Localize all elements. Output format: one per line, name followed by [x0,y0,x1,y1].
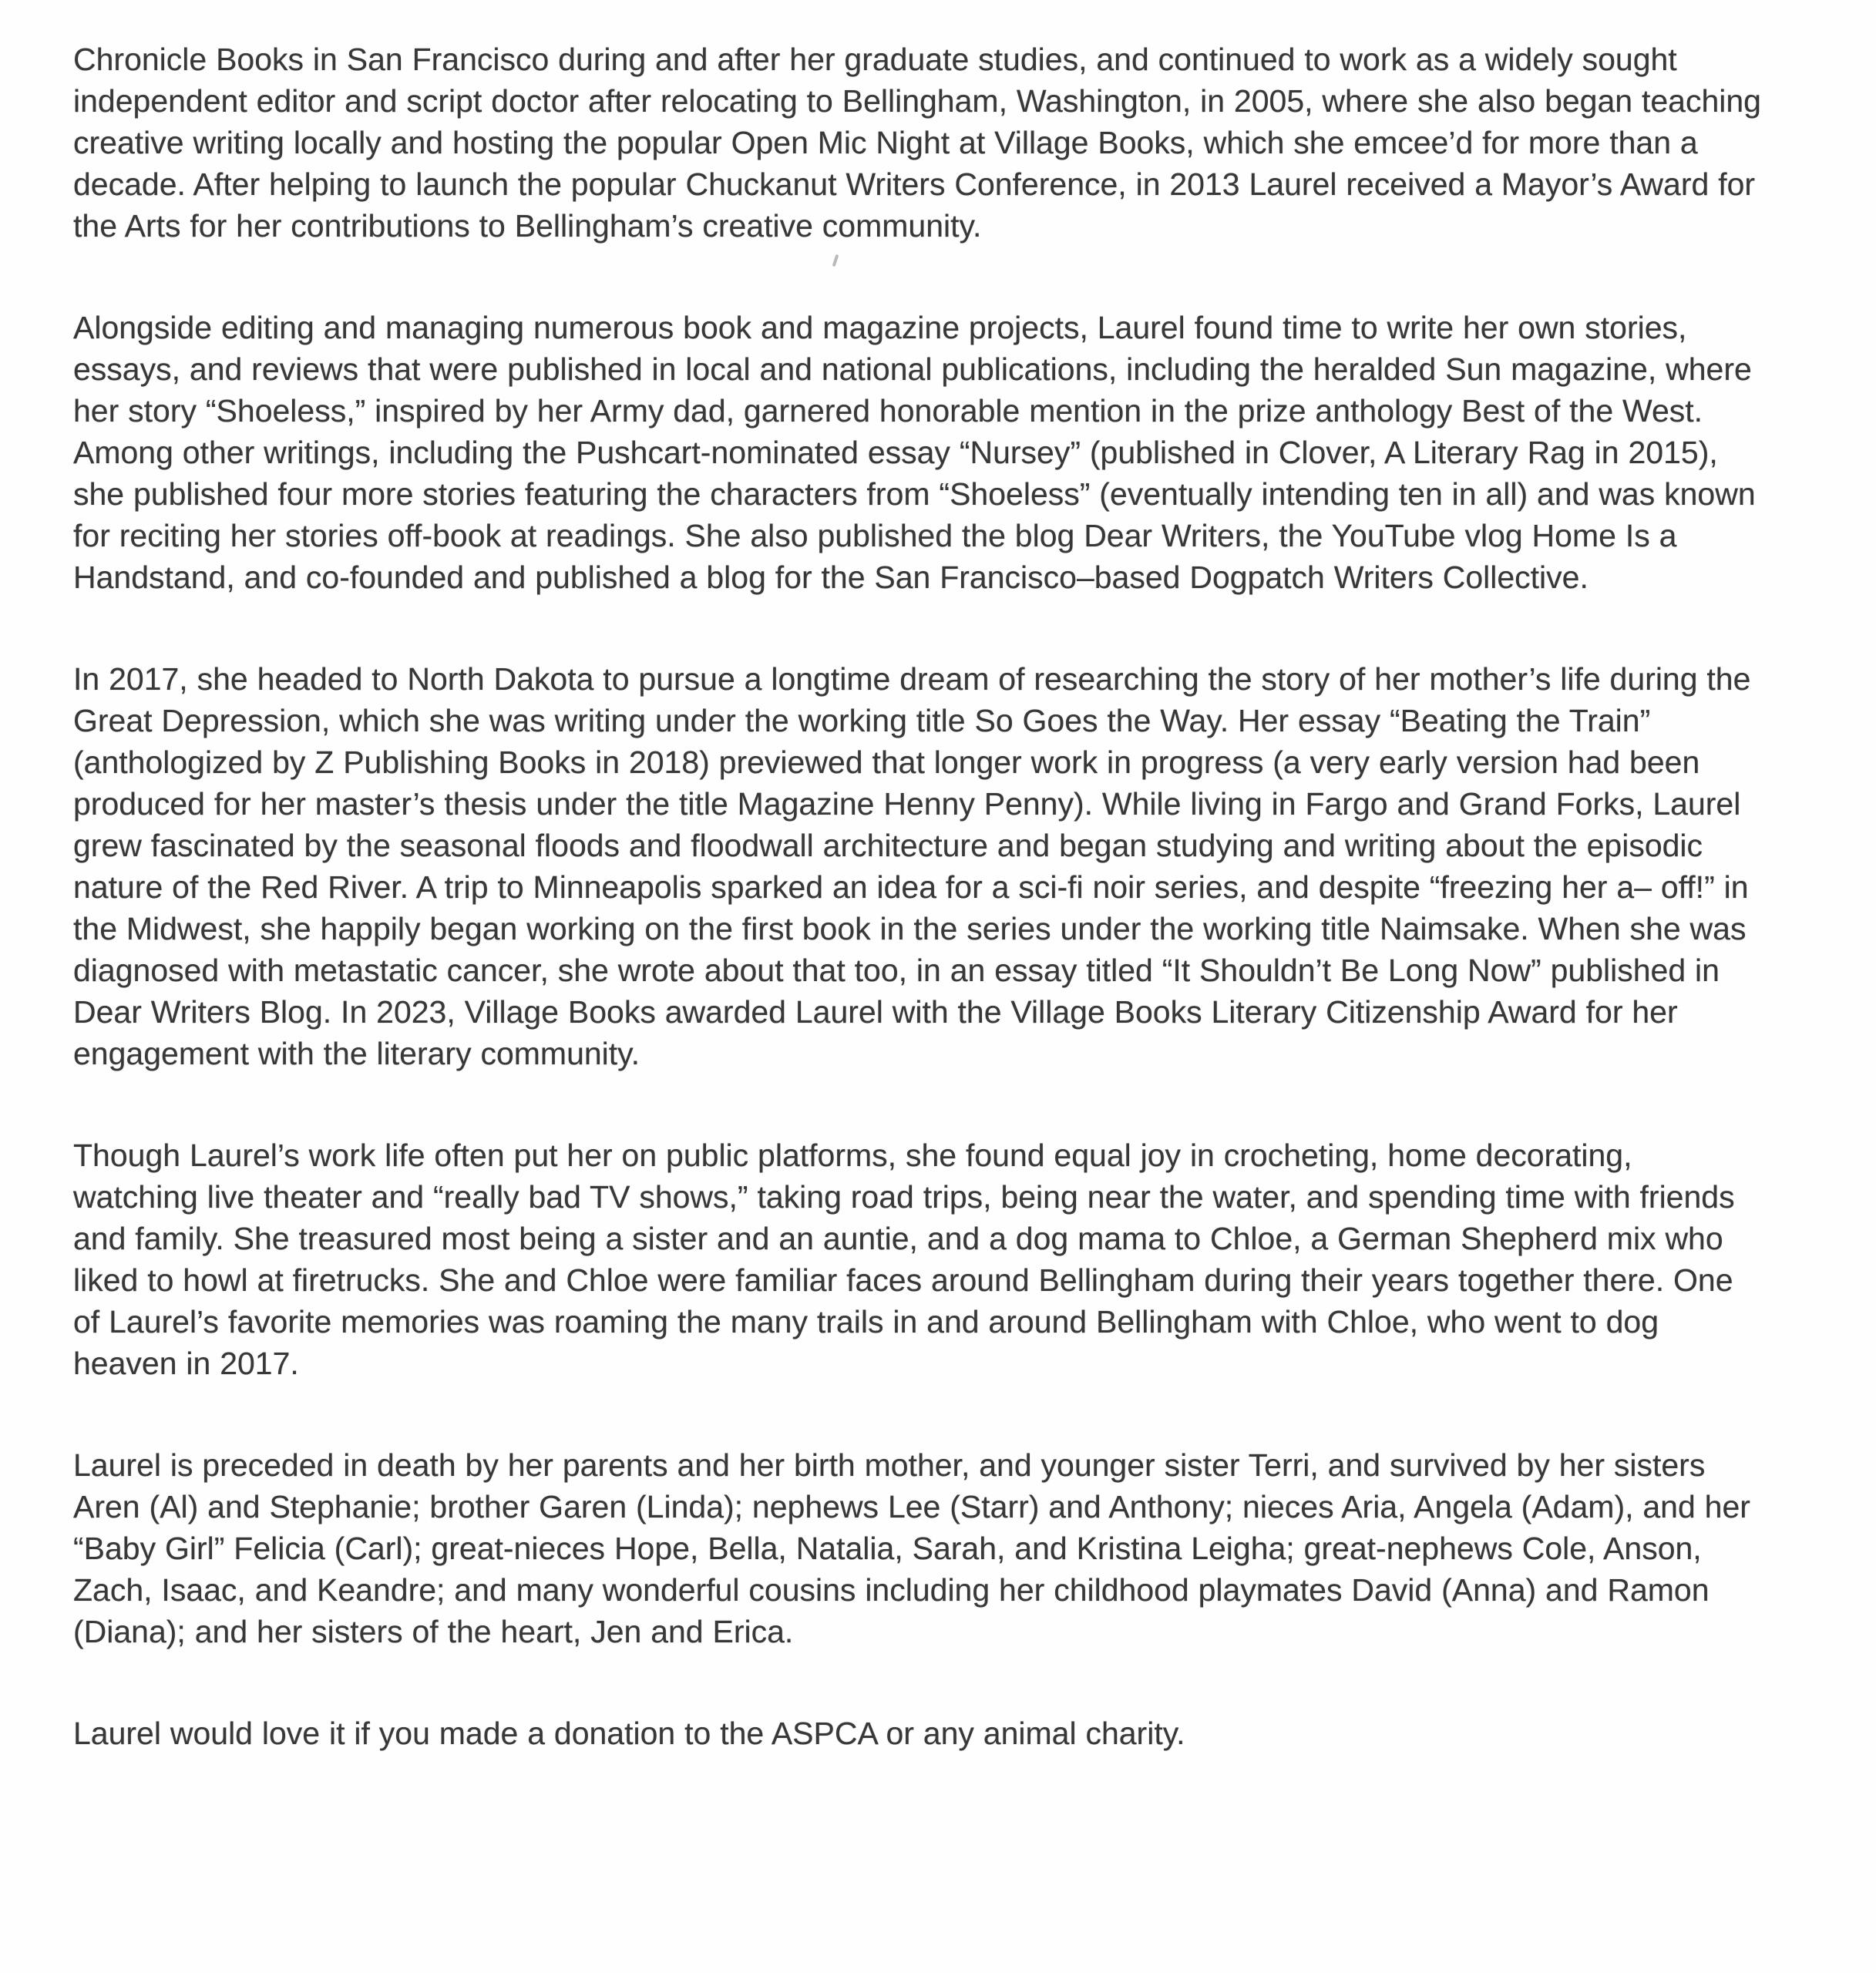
paragraph-donation: Laurel would love it if you made a donation to the ASPCA or any animal charity. [73,1716,1185,1751]
paragraph-north-dakota: In 2017, she headed to North Dakota to pursue a longtime dream of researching the story of her mother’s life during the Great Depression, which she was writing under the working title So Goes the Way. Her essay “Beating the Train” (anthologized by Z Publishing Books in 2018) previewed that longer work in progress (a very early version had been produced for her master’s thesis under the title Magazine Henny Penny). While living in Fargo and Grand Forks, Laurel grew fascinated by the seasonal floods and floodwall architecture and began studying and writing about the episodic nature of the Red River. A trip to Minneapolis sparked an idea for a sci-fi noir series, and despite “freezing her a– off!” in the Midwest, she happily began working on the first book in the series under the working title Naimsake. When she was diagnosed with metastatic cancer, she wrote about that too, in an essay titled “It Shouldn’t Be Long Now” published in Dear Writers Blog. In 2023, Village Books awarded Laurel with the Village Books Literary Citizenship Award for her engagement with the literary community. [73,661,1751,1071]
paragraph-career: Chronicle Books in San Francisco during and after her graduate studies, and continued to work as a widely sought independent editor and script doctor after relocating to Bellingham, Washington, in 2005, where she also began teaching creative writing locally and hosting the popular Open Mic Night at Village Books, which she emcee’d for more than a decade. After helping to launch the popular Chuckanut Writers Conference, in 2013 Laurel received a Mayor’s Award for the Arts for her contributions to Bellingham’s creative community. [73,42,1761,244]
scan-smudge-mark [832,254,839,267]
paragraph-personal-life: Though Laurel’s work life often put her on public platforms, she found equal joy in crocheting, home decorating, watching live theater and “really bad TV shows,” taking road trips, being near the water, and spending time with friends and family. She treasured most being a sister and an auntie, and a dog mama to Chloe, a German Shepherd mix who liked to howl at firetrucks. She and Chloe were familiar faces around Bellingham during their years together there. One of Laurel’s favorite memories was roaming the many trails in and around Bellingham with Chloe, who went to dog heaven in 2017. [73,1138,1735,1381]
paragraph-survivors: Laurel is preceded in death by her parents and her birth mother, and younger sister Terri, and survived by her sisters Aren (Al) and Stephanie; brother Garen (Linda); nephews Lee (Starr) and Anthony; nieces Aria, Angela (Adam), and her “Baby Girl” Felicia (Carl); great-nieces Hope, Bella, Natalia, Sarah, and Kristina Leigha; great-nephews Cole, Anson, Zach, Isaac, and Keandre; and many wonderful cousins including her childhood playmates David (Anna) and Ramon (Diana); and her sisters of the heart, Jen and Erica. [73,1447,1750,1649]
paragraph-writing: Alongside editing and managing numerous book and magazine projects, Laurel found time to write her own stories, essays, and reviews that were published in local and national publications, including the heralded Sun magazine, where her story “Shoeless,” inspired by her Army dad, garnered honorable mention in the prize anthology Best of the West. Among other writings, including the Pushcart-nominated essay “Nursey” (published in Clover, A Literary Rag in 2015), she published four more stories featuring the characters from “Shoeless” (eventually intending ten in all) and was known for reciting her stories off-book at readings. She also published the blog Dear Writers, the YouTube vlog Home Is a Handstand, and co-founded and published a blog for the San Francisco–based Dogpatch Writers Collective. [73,310,1756,595]
